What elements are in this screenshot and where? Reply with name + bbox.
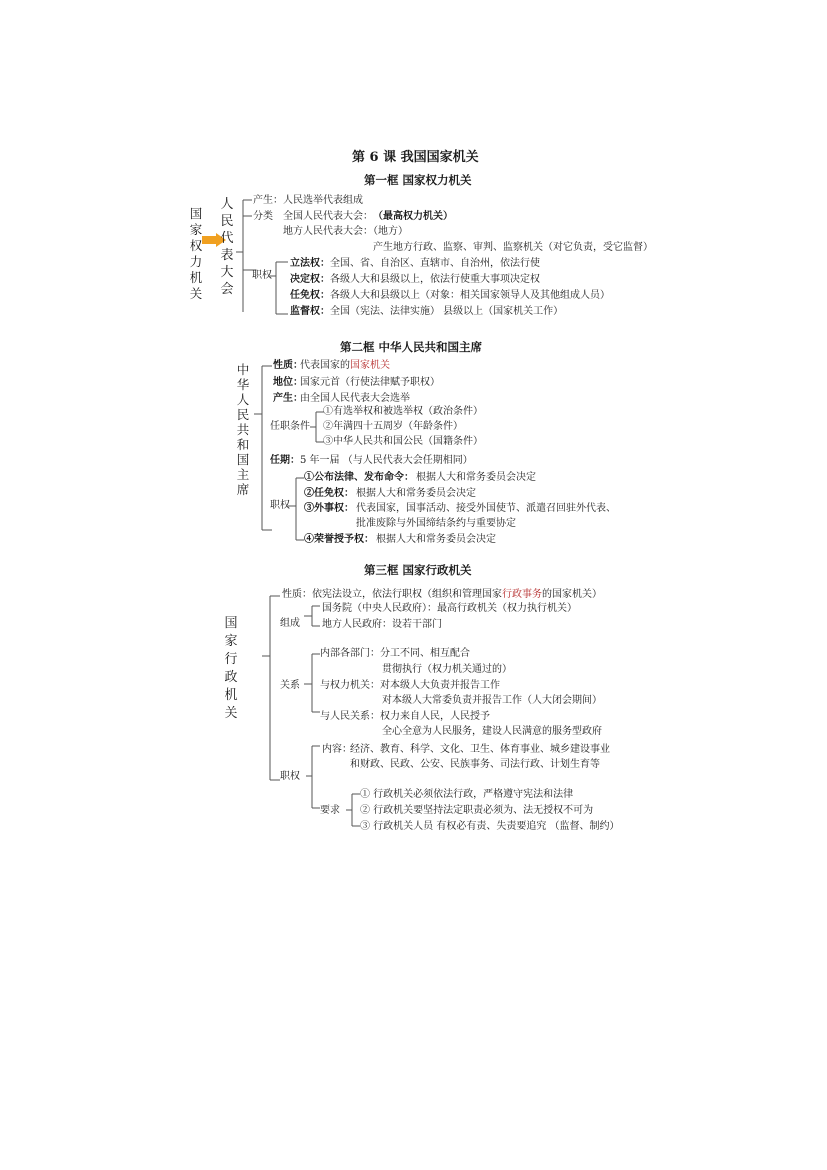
s2-diwei-label: 地位：: [273, 377, 303, 388]
s3-guanxi-line: 贯彻执行（权力机关通过的）: [382, 664, 512, 675]
s2-renqi-label: 任期：: [270, 455, 300, 466]
s3-yaoqiu-item: ② 行政机关要坚持法定职责必须为、法无授权不可为: [360, 805, 594, 816]
sec3-title: 第三框 国家行政机关: [364, 563, 472, 577]
s2-power-label: ①公布法律、发布命令：: [304, 472, 414, 483]
s1-chansheng-label: 产生：: [253, 195, 283, 206]
s2-xingzhi-label: 性质：: [273, 360, 303, 371]
s3-guanxi-line: 与权力机关：对本级人大负责并报告工作: [320, 680, 500, 691]
s2-diwei: 国家元首（行使法律赋予职权）: [300, 377, 440, 388]
s3-guanxi-line: 内部各部门：分工不同、相互配合: [320, 648, 470, 659]
s3-guanxi-line: 与人民关系：权力来自人民，人民授予: [320, 711, 490, 722]
s3-guanxi-line: 全心全意为人民服务，建设人民满意的服务型政府: [382, 726, 602, 737]
sec1-root-label: 国家权力机关: [189, 206, 203, 301]
s1-fenlei-2: 地方人民代表大会：（地方）: [283, 226, 408, 237]
s2-condition: ③中华人民共和国公民（国籍条件）: [323, 436, 483, 447]
s3-zucheng-label: 组成: [280, 618, 300, 629]
s2-zhiquan-label: 职权: [270, 500, 290, 511]
sec1-node-label: 人民代表大会: [220, 197, 234, 297]
s2-xingzhi: 代表国家的国家机关: [300, 360, 390, 371]
s3-yaoqiu-item: ① 行政机关必须依法行政，严格遵守宪法和法律: [360, 789, 574, 800]
s1-fenlei-1b: （最高权力机关）: [373, 211, 453, 222]
s2-chansheng: 由全国人民代表大会选举: [300, 393, 410, 404]
s3-neirong-1: 经济、教育、科学、文化、卫生、体育事业、城乡建设事业: [350, 744, 610, 755]
s2-renzhi-label: 任职条件: [270, 421, 310, 432]
s3-guanxi-line: 对本级人大常委负责并报告工作（人大闭会期间）: [382, 695, 602, 706]
s2-condition: ②年满四十五周岁（年龄条件）: [323, 421, 463, 432]
s2-power-text: 根据人大和常务委员会决定: [416, 472, 536, 483]
s2-power-text: 代表国家，国事活动、接受外国使节、派遣召回驻外代表、: [356, 503, 616, 514]
s3-neirong-label: 内容：: [322, 744, 352, 755]
s2-power-label: ②任免权：: [304, 488, 354, 499]
s2-power-label: ④荣誉授予权：: [304, 534, 374, 545]
s1-power-text: 各级人大和县级以上，依法行使重大事项决定权: [330, 274, 540, 285]
s1-power-text: 各级人大和县级以上（对象：相关国家领导人及其他组成人员）: [330, 290, 610, 301]
s3-xingzhi: 性质：依宪法设立，依法行职权（组织和管理国家行政事务的国家机关）: [282, 589, 602, 600]
s2-power-text: 批准废除与外国缔结条约与重要协定: [356, 518, 516, 529]
s1-fenlei-1a: 全国人民代表大会：: [283, 211, 373, 222]
s2-power-text: 根据人大和常务委员会决定: [356, 488, 476, 499]
s1-power-label: 任免权：: [290, 290, 330, 301]
s3-yaoqiu-item: ③ 行政机关人员 有权必有责、失责要追究 （监督、制约）: [360, 821, 620, 832]
s2-power-text: 根据人大和常务委员会决定: [376, 534, 496, 545]
s3-zucheng-1: 国务院（中央人民政府）：最高行政机关（权力执行机关）: [322, 603, 577, 614]
s3-zucheng-2: 地方人民政府：设若干部门: [322, 619, 442, 630]
s2-renqi: 5 年一届 （与人民代表大会任期相同）: [300, 455, 473, 466]
sec3-root-label: 国家行政机关: [224, 616, 238, 721]
s2-power-label: ③外事权：: [304, 503, 354, 514]
s1-power-text: 全国（宪法、法律实施） 县级以上（国家机关工作）: [330, 306, 564, 317]
s1-power-label: 立法权：: [290, 258, 330, 269]
s3-zhiquan-label: 职权: [280, 771, 300, 782]
sec2-root-label: 中华人民共和国主席: [236, 362, 250, 497]
sec1-title: 第一框 国家权力机关: [364, 173, 472, 187]
sec2-title: 第二框 中华人民共和国主席: [340, 340, 483, 354]
s1-power-label: 决定权：: [290, 274, 330, 285]
s3-yaoqiu-label: 要求: [320, 805, 340, 816]
s2-chansheng-label: 产生：: [273, 393, 303, 404]
s1-power-label: 监督权：: [290, 306, 330, 317]
s3-neirong-2: 和财政、民政、公安、民族事务、司法行政、计划生育等: [350, 759, 600, 770]
s1-chansheng: 人民选举代表组成: [283, 195, 363, 206]
s1-power-text: 全国、省、自治区、直辖市、自治州，依法行使: [330, 258, 540, 269]
s1-fenlei-label: 分类: [253, 211, 273, 222]
s1-zhiquan-label: 职权: [252, 270, 272, 281]
page-title: 第 6 课 我国国家机关: [352, 150, 479, 165]
s2-condition: ①有选举权和被选举权（政治条件）: [323, 406, 483, 417]
s3-guanxi-label: 关系: [280, 680, 300, 691]
s1-fenlei-2-detail: 产生地方行政、监察、审判、监察机关（对它负责，受它监督）: [373, 242, 653, 253]
